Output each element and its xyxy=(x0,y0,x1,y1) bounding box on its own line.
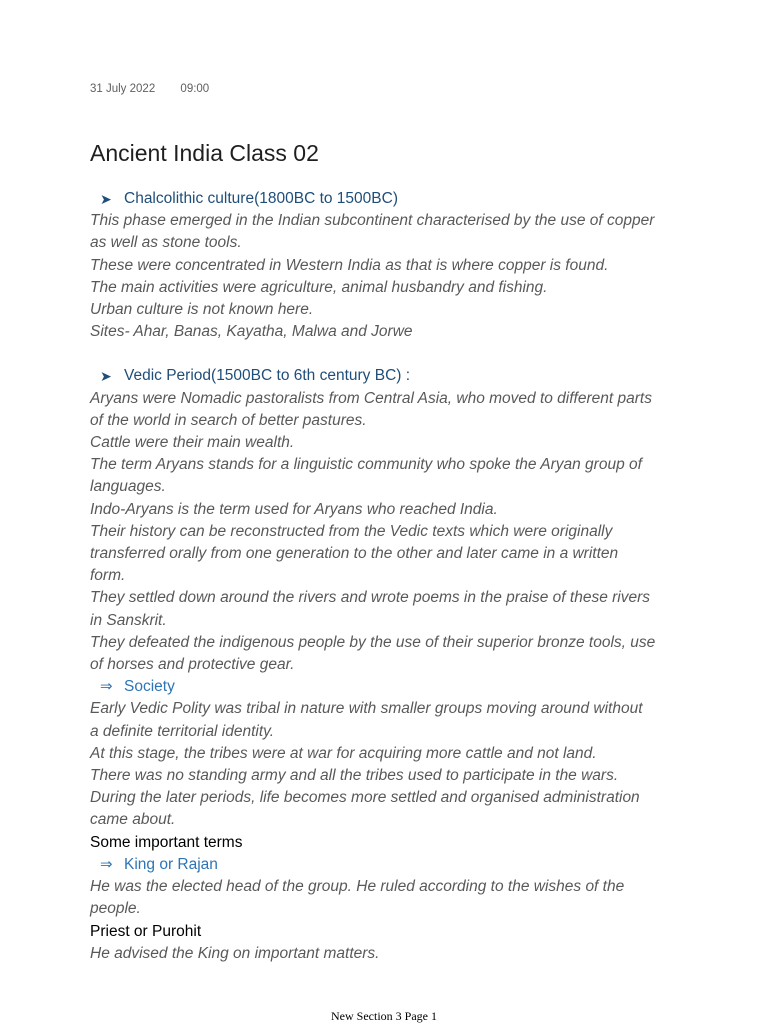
paragraph-line: transferred orally from one generation to the other and later came in a written xyxy=(90,545,619,563)
paragraph-line: Aryans were Nomadic pastoralists from Central Asia, who moved to different parts xyxy=(90,389,652,407)
paragraph-line: They defeated the indigenous people by the use of their superior bronze tools, use xyxy=(90,633,656,651)
paragraph-line: During the later periods, life becomes more settled and organised administration xyxy=(90,789,640,807)
double-arrow-icon: ⇒ xyxy=(100,855,113,873)
society-heading-text: Society xyxy=(124,678,175,696)
paragraph-line: in Sanskrit. xyxy=(90,611,167,629)
paragraph-line: as well as stone tools. xyxy=(90,234,242,252)
paragraph-line: a definite territorial identity. xyxy=(90,722,275,740)
page-footer: New Section 3 Page 1 xyxy=(331,1009,437,1023)
paragraph-line: Indo-Aryans is the term used for Aryans who reached India. xyxy=(90,500,498,518)
paragraph-line: He advised the King on important matters. xyxy=(90,944,380,962)
arrowhead-bullet-icon: ➤ xyxy=(100,191,112,207)
paragraph-line: At this stage, the tribes were at war for acquiring more cattle and not land. xyxy=(90,744,597,762)
paragraph-line: of the world in search of better pastures. xyxy=(90,411,367,429)
arrowhead-bullet-icon: ➤ xyxy=(100,368,112,385)
terms-label: Some important terms xyxy=(90,833,243,851)
paragraph-line: came about. xyxy=(90,811,176,829)
paragraph-line: Early Vedic Polity was tribal in nature with smaller groups moving around without xyxy=(90,700,643,718)
paragraph-line: These were concentrated in Western India as that is where copper is found. xyxy=(90,256,609,274)
priest-label: Priest or Purohit xyxy=(90,922,202,940)
note-body xyxy=(90,188,690,965)
paragraph-line: Urban culture is not known here. xyxy=(90,301,314,319)
page-date: 31 July 2022 xyxy=(90,83,156,95)
paragraph-line: There was no standing army and all the tribes used to participate in the wars. xyxy=(90,767,619,785)
king-heading xyxy=(90,854,690,876)
chalcolithic-heading-text: Chalcolithic culture(1800BC to 1500BC) xyxy=(124,190,398,207)
page-time: 09:00 xyxy=(180,83,210,95)
chalcolithic-heading xyxy=(90,188,690,210)
king-heading-text: King or Rajan xyxy=(124,855,218,873)
paragraph-line: Sites- Ahar, Banas, Kayatha, Malwa and Jorwe xyxy=(90,323,413,341)
paragraph-line: Their history can be reconstructed from the Vedic texts which were originally xyxy=(90,522,613,540)
paragraph-line: people. xyxy=(90,900,141,918)
paragraph-line: of horses and protective gear. xyxy=(90,656,295,674)
paragraph-line: The term Aryans stands for a linguistic community who spoke the Aryan group of xyxy=(90,456,642,474)
vedic-heading-text: Vedic Period(1500BC to 6th century BC) : xyxy=(124,367,411,385)
spacer xyxy=(90,343,690,365)
vedic-heading xyxy=(90,365,690,387)
paragraph-line: Cattle were their main wealth. xyxy=(90,434,295,452)
paragraph-line: The main activities were agriculture, animal husbandry and fishing. xyxy=(90,278,548,296)
page-title: Ancient India Class 02 xyxy=(90,140,319,166)
double-arrow-icon: ⇒ xyxy=(100,678,113,696)
paragraph-line: languages. xyxy=(90,478,166,496)
society-heading xyxy=(90,676,690,698)
page-meta xyxy=(90,83,209,95)
paragraph-line: They settled down around the rivers and wrote poems in the praise of these rivers xyxy=(90,589,651,607)
paragraph-line: This phase emerged in the Indian subcontinent characterised by the use of copper xyxy=(90,212,655,230)
paragraph-line: form. xyxy=(90,567,126,585)
paragraph-line: He was the elected head of the group. He ruled according to the wishes of the xyxy=(90,878,625,896)
